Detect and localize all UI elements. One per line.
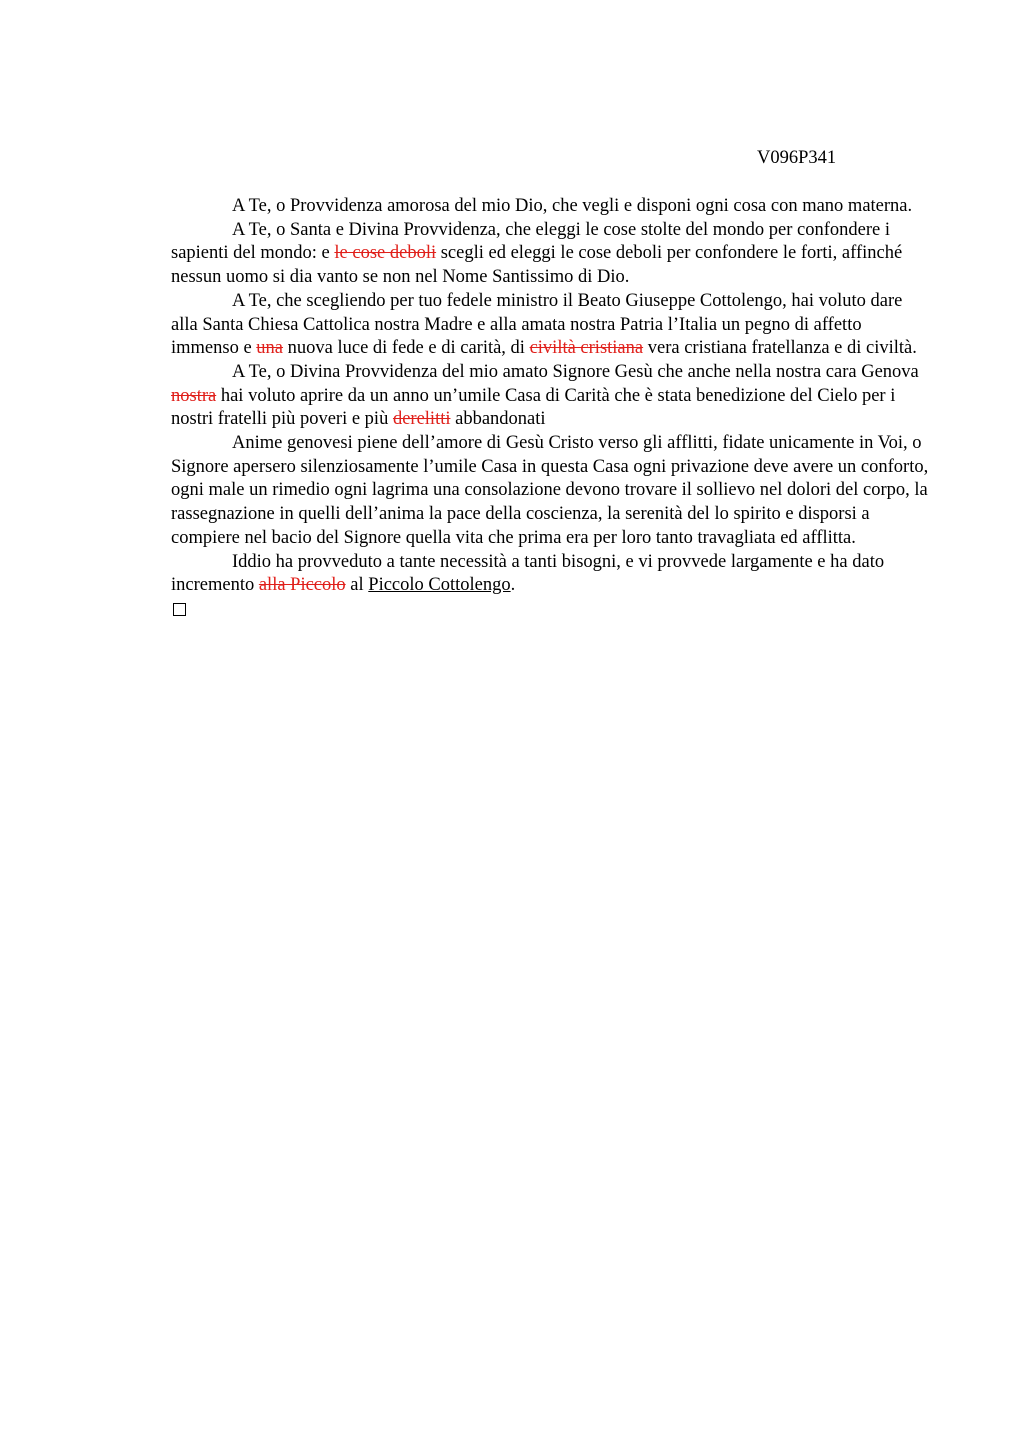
text-segment: A Te, o Divina Provvidenza del mio amato Signore Gesù che anche nella nostra cara Genova	[232, 361, 919, 382]
text-segment: A Te, o Provvidenza amorosa del mio Dio, che vegli e disponi ogni cosa con mano materna.	[232, 196, 913, 216]
text-segment: A Te, che scegliendo per tuo fedele ministro il Beato Giuseppe Cottolengo, hai voluto dare alla Santa Chiesa Cattolica nostra Madre e alla amata nostra Patria l’Italia un pegno di affetto immenso e	[171, 290, 903, 359]
paragraph-2	[171, 219, 931, 290]
deleted-text: nostra	[171, 385, 217, 406]
paragraph-4	[171, 361, 931, 432]
text-segment: .	[510, 575, 516, 596]
document-code: V096P341	[757, 148, 837, 168]
text-segment: hai voluto aprire da un anno un’umile Casa di Carità che è stata benedizione del Cielo per i nostri fratelli più poveri e più	[171, 385, 896, 430]
inserted-text: Piccolo Cottolengo	[368, 575, 511, 596]
text-segment: al	[345, 575, 369, 596]
paragraph-6	[171, 551, 931, 598]
text-segment: nuova luce di fede e di carità, di	[283, 338, 530, 359]
text-segment: abbandonati	[450, 409, 546, 430]
deleted-text: derelitti	[392, 409, 451, 430]
paragraph-3	[171, 290, 931, 361]
text-segment: Anime genovesi piene dell’amore di Gesù Cristo verso gli afflitti, fidate unicamente in Voi, o Signore apersero silenziosamente l’umile Casa in questa Casa ogni privazione deve avere un conforto, ogni male un rimedio ogni lagrima una consolazione devono trovare il sollievo nel dolori del corpo, la rassegnazione in quelli dell’anima la pace della coscienza, la serenità del lo spirito e disporsi a compiere nel bacio del Signore quella vita che prima era per loro tanto travagliata ed afflitta.	[171, 433, 929, 548]
paragraph-5	[171, 432, 931, 551]
deleted-text: le cose deboli	[334, 243, 437, 264]
deleted-text: civiltà cristiana	[529, 338, 644, 359]
text-segment: A Te, o Santa e Divina Provvidenza, che eleggi le cose stolte del mondo per confondere i sapienti del mondo: e	[171, 219, 890, 264]
document-body	[171, 195, 931, 616]
deleted-text: una	[256, 338, 284, 359]
paragraph-1	[171, 195, 931, 219]
text-segment: scegli ed eleggi le cose deboli per confondere le forti, affinché nessun uomo si dia vanto se non nel Nome Santissimo di Dio.	[171, 243, 903, 288]
text-segment: vera cristiana fratellanza e di civiltà.	[643, 338, 917, 359]
text-segment: Iddio ha provveduto a tante necessità a tanti bisogni, e vi provvede largamente e ha dato incremento	[171, 551, 885, 596]
checkbox-square-icon	[173, 603, 186, 616]
deleted-text: alla Piccolo	[258, 575, 346, 596]
